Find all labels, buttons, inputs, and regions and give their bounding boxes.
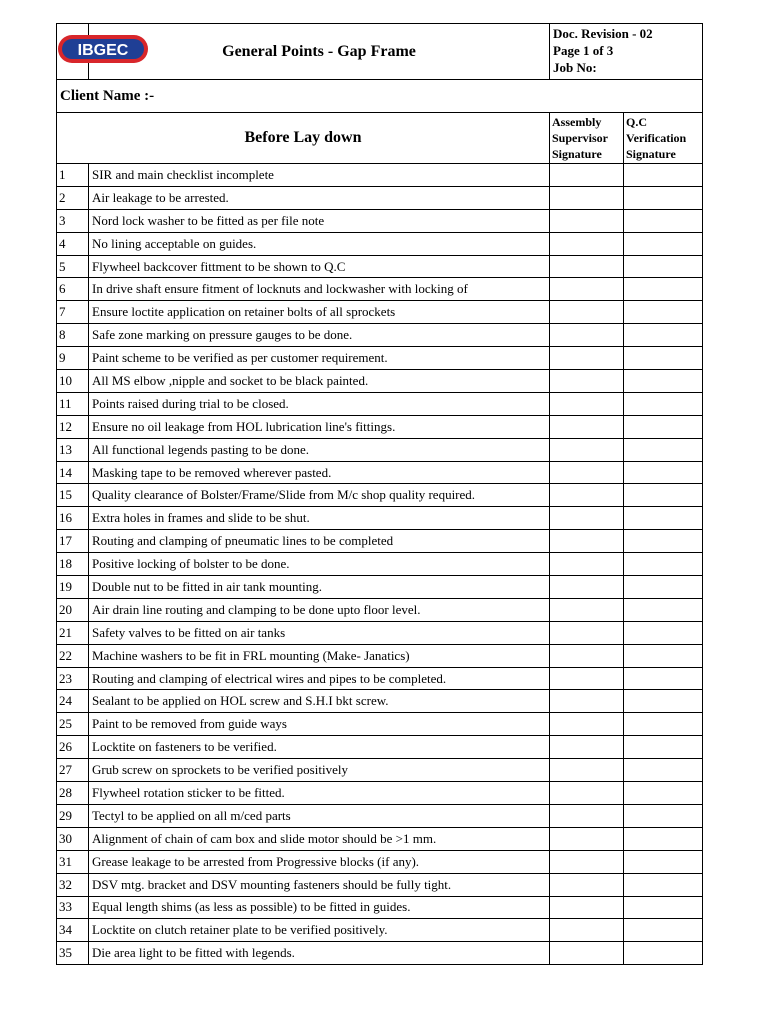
- item-text: Flywheel rotation sticker to be fitted.: [89, 782, 550, 805]
- item-text: Quality clearance of Bolster/Frame/Slide from M/c shop quality required.: [89, 484, 550, 507]
- assembly-signature-cell[interactable]: [550, 530, 624, 553]
- item-number: 3: [57, 209, 89, 232]
- item-number: 11: [57, 392, 89, 415]
- assembly-signature-cell[interactable]: [550, 598, 624, 621]
- item-text: Tectyl to be applied on all m/ced parts: [89, 804, 550, 827]
- table-row: [57, 827, 703, 850]
- item-number: 8: [57, 324, 89, 347]
- qc-signature-cell[interactable]: [624, 484, 703, 507]
- qc-signature-cell[interactable]: [624, 461, 703, 484]
- qc-signature-cell[interactable]: [624, 278, 703, 301]
- qc-signature-cell[interactable]: [624, 392, 703, 415]
- qc-signature-cell[interactable]: [624, 301, 703, 324]
- assembly-signature-cell[interactable]: [550, 301, 624, 324]
- assembly-signature-cell[interactable]: [550, 736, 624, 759]
- assembly-signature-cell[interactable]: [550, 164, 624, 187]
- item-text: Grease leakage to be arrested from Progressive blocks (if any).: [89, 850, 550, 873]
- assembly-signature-cell[interactable]: [550, 209, 624, 232]
- assembly-signature-cell[interactable]: [550, 255, 624, 278]
- table-row: [57, 667, 703, 690]
- assembly-signature-cell[interactable]: [550, 804, 624, 827]
- qc-signature-cell[interactable]: [624, 873, 703, 896]
- qc-signature-cell[interactable]: [624, 553, 703, 576]
- table-row: [57, 598, 703, 621]
- item-number: 35: [57, 942, 89, 965]
- item-number: 32: [57, 873, 89, 896]
- item-number: 19: [57, 576, 89, 599]
- job-no: Job No:: [553, 60, 597, 75]
- qc-signature-cell[interactable]: [624, 942, 703, 965]
- assembly-signature-cell[interactable]: [550, 553, 624, 576]
- item-text: Routing and clamping of pneumatic lines to be completed: [89, 530, 550, 553]
- qc-signature-cell[interactable]: [624, 507, 703, 530]
- logo-wordmark: IBGEC: [77, 42, 129, 59]
- qc-signature-cell[interactable]: [624, 415, 703, 438]
- item-number: 30: [57, 827, 89, 850]
- table-row: [57, 484, 703, 507]
- assembly-header-line: Supervisor: [552, 131, 609, 145]
- item-number: 33: [57, 896, 89, 919]
- item-text: No lining acceptable on guides.: [89, 232, 550, 255]
- item-number: 6: [57, 278, 89, 301]
- assembly-signature-cell[interactable]: [550, 484, 624, 507]
- qc-signature-cell[interactable]: [624, 850, 703, 873]
- assembly-signature-cell[interactable]: [550, 667, 624, 690]
- ibgec-logo: [57, 33, 149, 65]
- assembly-signature-cell[interactable]: [550, 370, 624, 393]
- doc-info: [550, 24, 703, 80]
- table-row: [57, 507, 703, 530]
- client-name-label: Client Name :-: [57, 80, 703, 113]
- item-number: 1: [57, 164, 89, 187]
- item-text: Alignment of chain of cam box and slide motor should be >1 mm.: [89, 827, 550, 850]
- qc-verification-signature-header: [624, 113, 703, 164]
- assembly-signature-cell[interactable]: [550, 392, 624, 415]
- qc-signature-cell[interactable]: [624, 209, 703, 232]
- item-text: Routing and clamping of electrical wires and pipes to be completed.: [89, 667, 550, 690]
- item-number: 21: [57, 621, 89, 644]
- assembly-signature-cell[interactable]: [550, 324, 624, 347]
- qc-signature-cell[interactable]: [624, 919, 703, 942]
- assembly-signature-cell[interactable]: [550, 759, 624, 782]
- assembly-signature-cell[interactable]: [550, 576, 624, 599]
- item-text: Paint scheme to be verified as per customer requirement.: [89, 347, 550, 370]
- qc-signature-cell[interactable]: [624, 690, 703, 713]
- table-row: [57, 164, 703, 187]
- table-row: [57, 461, 703, 484]
- item-text: Double nut to be fitted in air tank mounting.: [89, 576, 550, 599]
- qc-header-line: Verification: [626, 131, 687, 145]
- item-text: Grub screw on sprockets to be verified positively: [89, 759, 550, 782]
- table-row: [57, 873, 703, 896]
- item-number: 31: [57, 850, 89, 873]
- assembly-signature-cell[interactable]: [550, 186, 624, 209]
- qc-signature-cell[interactable]: [624, 827, 703, 850]
- assembly-signature-cell[interactable]: [550, 942, 624, 965]
- table-row: [57, 186, 703, 209]
- assembly-signature-cell[interactable]: [550, 873, 624, 896]
- table-row: [57, 782, 703, 805]
- item-text: In drive shaft ensure fitment of locknuts and lockwasher with locking of: [89, 278, 550, 301]
- assembly-signature-cell[interactable]: [550, 782, 624, 805]
- assembly-signature-cell[interactable]: [550, 621, 624, 644]
- assembly-supervisor-signature-header: [550, 113, 624, 164]
- assembly-signature-cell[interactable]: [550, 827, 624, 850]
- item-text: All functional legends pasting to be done.: [89, 438, 550, 461]
- item-number: 15: [57, 484, 89, 507]
- assembly-signature-cell[interactable]: [550, 850, 624, 873]
- item-text: Paint to be removed from guide ways: [89, 713, 550, 736]
- item-number: 25: [57, 713, 89, 736]
- item-text: Points raised during trial to be closed.: [89, 392, 550, 415]
- qc-signature-cell[interactable]: [624, 598, 703, 621]
- section-title: Before Lay down: [57, 113, 550, 164]
- item-number: 16: [57, 507, 89, 530]
- table-row: [57, 232, 703, 255]
- item-text: Flywheel backcover fittment to be shown to Q.C: [89, 255, 550, 278]
- table-row: [57, 621, 703, 644]
- qc-signature-cell[interactable]: [624, 186, 703, 209]
- table-row: [57, 736, 703, 759]
- table-row: [57, 804, 703, 827]
- assembly-signature-cell[interactable]: [550, 690, 624, 713]
- qc-signature-cell[interactable]: [624, 438, 703, 461]
- assembly-header-line: Signature: [552, 147, 602, 161]
- item-text: Extra holes in frames and slide to be shut.: [89, 507, 550, 530]
- item-number: 10: [57, 370, 89, 393]
- item-text: Locktite on fasteners to be verified.: [89, 736, 550, 759]
- table-row: [57, 850, 703, 873]
- table-row: [57, 347, 703, 370]
- assembly-signature-cell[interactable]: [550, 713, 624, 736]
- item-text: Air drain line routing and clamping to be done upto floor level.: [89, 598, 550, 621]
- assembly-signature-cell[interactable]: [550, 232, 624, 255]
- item-number: 12: [57, 415, 89, 438]
- assembly-signature-cell[interactable]: [550, 347, 624, 370]
- assembly-signature-cell[interactable]: [550, 278, 624, 301]
- qc-signature-cell[interactable]: [624, 347, 703, 370]
- table-row: [57, 392, 703, 415]
- checklist-table: [56, 23, 703, 965]
- item-text: Locktite on clutch retainer plate to be verified positively.: [89, 919, 550, 942]
- table-row: [57, 438, 703, 461]
- assembly-signature-cell[interactable]: [550, 507, 624, 530]
- qc-signature-cell[interactable]: [624, 713, 703, 736]
- item-number: 2: [57, 186, 89, 209]
- qc-signature-cell[interactable]: [624, 804, 703, 827]
- qc-signature-cell[interactable]: [624, 667, 703, 690]
- table-row: [57, 713, 703, 736]
- item-number: 7: [57, 301, 89, 324]
- item-number: 26: [57, 736, 89, 759]
- qc-header-line: Q.C: [626, 115, 647, 129]
- qc-signature-cell[interactable]: [624, 530, 703, 553]
- qc-signature-cell[interactable]: [624, 736, 703, 759]
- item-text: SIR and main checklist incomplete: [89, 164, 550, 187]
- item-number: 28: [57, 782, 89, 805]
- header-row: [57, 24, 703, 80]
- checklist-sheet: [56, 23, 702, 965]
- item-text: Equal length shims (as less as possible) to be fitted in guides.: [89, 896, 550, 919]
- table-row: [57, 919, 703, 942]
- assembly-header-line: Assembly: [552, 115, 602, 129]
- assembly-signature-cell[interactable]: [550, 461, 624, 484]
- item-number: 4: [57, 232, 89, 255]
- item-number: 9: [57, 347, 89, 370]
- page-info: Page 1 of 3: [553, 43, 614, 58]
- table-row: [57, 896, 703, 919]
- table-row: [57, 942, 703, 965]
- table-row: [57, 576, 703, 599]
- table-row: [57, 209, 703, 232]
- section-header-row: [57, 113, 703, 164]
- table-row: [57, 324, 703, 347]
- table-row: [57, 759, 703, 782]
- item-number: 24: [57, 690, 89, 713]
- item-text: Masking tape to be removed wherever pasted.: [89, 461, 550, 484]
- item-number: 23: [57, 667, 89, 690]
- qc-signature-cell[interactable]: [624, 621, 703, 644]
- doc-revision: Doc. Revision - 02: [553, 26, 653, 41]
- item-text: All MS elbow ,nipple and socket to be black painted.: [89, 370, 550, 393]
- assembly-signature-cell[interactable]: [550, 896, 624, 919]
- assembly-signature-cell[interactable]: [550, 415, 624, 438]
- qc-signature-cell[interactable]: [624, 232, 703, 255]
- item-text: Die area light to be fitted with legends.: [89, 942, 550, 965]
- assembly-signature-cell[interactable]: [550, 919, 624, 942]
- table-row: [57, 301, 703, 324]
- item-text: Ensure loctite application on retainer bolts of all sprockets: [89, 301, 550, 324]
- qc-signature-cell[interactable]: [624, 896, 703, 919]
- item-text: Safe zone marking on pressure gauges to be done.: [89, 324, 550, 347]
- item-number: 29: [57, 804, 89, 827]
- item-text: Sealant to be applied on HOL screw and S.H.I bkt screw.: [89, 690, 550, 713]
- qc-header-line: Signature: [626, 147, 676, 161]
- item-text: Positive locking of bolster to be done.: [89, 553, 550, 576]
- assembly-signature-cell[interactable]: [550, 438, 624, 461]
- table-row: [57, 415, 703, 438]
- item-number: 20: [57, 598, 89, 621]
- item-number: 18: [57, 553, 89, 576]
- item-text: Safety valves to be fitted on air tanks: [89, 621, 550, 644]
- item-number: 14: [57, 461, 89, 484]
- table-row: [57, 370, 703, 393]
- item-text: DSV mtg. bracket and DSV mounting fasteners should be fully tight.: [89, 873, 550, 896]
- document-title: General Points - Gap Frame: [89, 24, 550, 80]
- qc-signature-cell[interactable]: [624, 255, 703, 278]
- item-text: Nord lock washer to be fitted as per file note: [89, 209, 550, 232]
- qc-signature-cell[interactable]: [624, 782, 703, 805]
- item-number: 13: [57, 438, 89, 461]
- qc-signature-cell[interactable]: [624, 164, 703, 187]
- logo-cell: [57, 24, 129, 80]
- table-row: [57, 644, 703, 667]
- qc-signature-cell[interactable]: [624, 644, 703, 667]
- client-row: [57, 80, 703, 113]
- item-text: Air leakage to be arrested.: [89, 186, 550, 209]
- item-number: 34: [57, 919, 89, 942]
- item-number: 5: [57, 255, 89, 278]
- table-row: [57, 255, 703, 278]
- item-number: 17: [57, 530, 89, 553]
- assembly-signature-cell[interactable]: [550, 644, 624, 667]
- qc-signature-cell[interactable]: [624, 759, 703, 782]
- item-text: Ensure no oil leakage from HOL lubrication line's fittings.: [89, 415, 550, 438]
- item-number: 27: [57, 759, 89, 782]
- table-row: [57, 530, 703, 553]
- qc-signature-cell[interactable]: [624, 324, 703, 347]
- table-row: [57, 278, 703, 301]
- qc-signature-cell[interactable]: [624, 370, 703, 393]
- table-row: [57, 553, 703, 576]
- item-number: 22: [57, 644, 89, 667]
- table-row: [57, 690, 703, 713]
- item-text: Machine washers to be fit in FRL mounting (Make- Janatics): [89, 644, 550, 667]
- qc-signature-cell[interactable]: [624, 576, 703, 599]
